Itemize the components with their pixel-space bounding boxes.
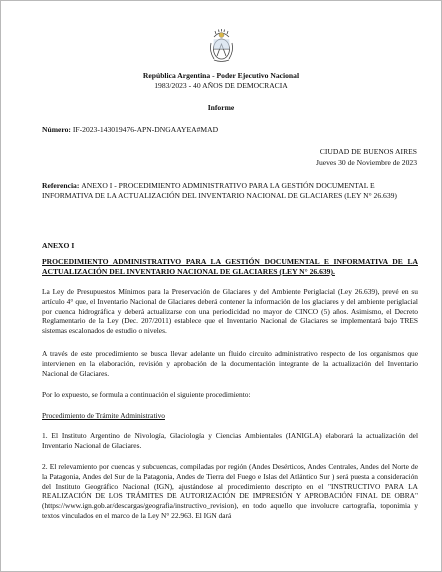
argentina-coat-of-arms-icon [208,29,235,63]
paragraph-step-2: 2. El relevamiento por cuencas y subcuencas, compiladas por región (Andes Desérticos, Andes Centrales, Andes del Norte de la Patagonia, Andes del Sur de la Patagonia, Andes de Tierra del Fuego e Islas del Atlántico Sur ) será puesta a consideración del Instituto Geográfico Nacional (IGN), ajustándose al procedimiento descripto en el "INSTRUCTIVO PARA LA REALIZACIÓN DE LOS TRÁMITES DE AUTORIZACIÓN DE IMPRESIÓN Y APROBACIÓN FINAL DE OBRA" (https://www.ign.gob.ar/descargas/geografia/instructivo_revision), en todo aquello que involucre cartografía, toponimia y textos vinculados en el marco de la Ley N° 22.963. El IGN dará [42,462,418,520]
reference-text: ANEXO I - PROCEDIMIENTO ADMINISTRATIVO PARA LA GESTIÓN DOCUMENTAL E INFORMATIVA DE LA ACTUALIZACIÓN DEL INVENTARIO NACIONAL DE GLACIARES (LEY N° 26.639) [42,181,397,201]
document-city: CIUDAD DE BUENOS AIRES [319,147,417,156]
paragraph-purpose: A través de este procedimiento se busca llevar adelante un fluido circuito administrativo respecto de los organismos que intervienen en la elaboración, revisión y aprobación de la documentación integrante de la actualización del Inventario Nacional de Glaciares. [42,349,418,378]
annex-heading: ANEXO I [42,241,75,250]
annex-title: PROCEDIMIENTO ADMINISTRATIVO PARA LA GESTIÓN DOCUMENTAL E INFORMATIVA DE LA ACTUALIZACIÓN DEL INVENTARIO NACIONAL DE GLACIARES (LEY N° 26.639). [42,257,418,277]
document-number-value: IF-2023-143019476-APN-DNGAAYEA#MAD [72,125,219,134]
document-reference [42,181,418,201]
paragraph-intro: Por lo expuesto, se formula a continuación el siguiente procedimiento: [42,390,251,399]
document-type: Informe [207,103,235,112]
reference-label: Referencia: [42,181,82,190]
document-number-label: Número: [42,125,73,134]
header-institution: República Argentina - Poder Ejecutivo Nacional [142,71,300,80]
paragraph-law-context: La Ley de Presupuestos Mínimos para la Preservación de Glaciares y del Ambiente Periglacial (Ley 26.639), prevé en su artículo 4° que, el Inventario Nacional de Glaciares deberá contener la información de los glaciares y del ambiente periglacial por cuenca hidrográfica y deberá actualizarse con una periodicidad no mayor de CINCO (5) años. Asimismo, el Decreto Reglamentario de la Ley (Dec. 207/2011) establece que el Inventario Nacional de Glaciares se implementará bajo TRES sistemas escalonados de estudio o niveles. [42,287,418,336]
document-date: Jueves 30 de Noviembre de 2023 [315,158,417,167]
section-heading-procedure: Procedimiento de Trámite Administrativo [42,411,165,420]
header-motto: 1983/2023 - 40 AÑOS DE DEMOCRACIA [154,81,288,90]
document-number [42,125,218,135]
paragraph-step-1: 1. El Instituto Argentino de Nivología, Glaciología y Ciencias Ambientales (IANIGLA) elaborará la actualización del Inventario Nacional de Glaciares. [42,431,418,450]
